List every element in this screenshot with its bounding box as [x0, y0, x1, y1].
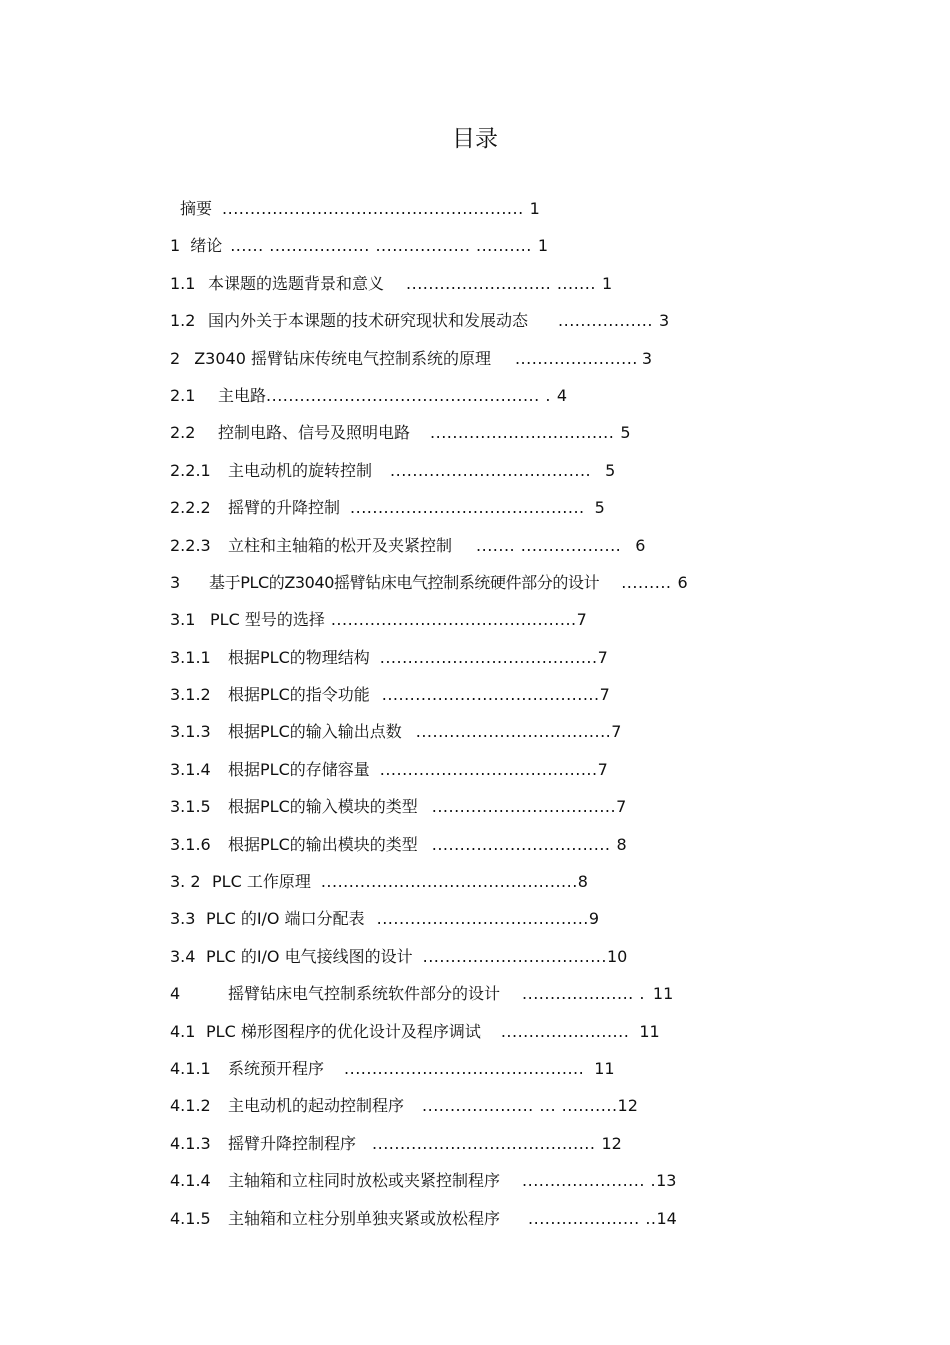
toc-entry-label: PLC 的I/O 电气接线图的设计	[206, 946, 413, 966]
toc-entry	[170, 496, 790, 533]
toc-entry-page: 8	[577, 872, 588, 892]
toc-entry-page: 6	[677, 572, 688, 592]
toc-entry-number: 3	[170, 572, 181, 592]
toc-entry-leader: ............................................	[330, 610, 577, 630]
toc-entry-page: 12	[601, 1133, 622, 1153]
toc-entry-leader: ....................................	[390, 460, 592, 480]
toc-entry-leader: .................	[558, 311, 653, 331]
toc-entry-number: 3.1.5	[170, 797, 211, 817]
toc-entry	[170, 1207, 790, 1244]
toc-entry-number: 4.1.5	[170, 1208, 211, 1228]
toc-entry-leader: ...................... .	[522, 1171, 657, 1191]
toc-entry-label: 控制电路、信号及照明电路	[218, 423, 411, 443]
toc-entry-number: 4.1.2	[170, 1096, 211, 1116]
toc-entry-leader: ......................	[514, 348, 638, 368]
toc-entry-page: 9	[588, 909, 600, 929]
toc-entry-number: 3.1.3	[170, 722, 211, 742]
toc-entry-page: 1	[537, 236, 549, 256]
toc-entry-page: 7	[576, 610, 587, 630]
toc-entry-number: 2.2.3	[170, 535, 211, 555]
toc-entry-leader: ................................	[431, 834, 611, 854]
toc-entry-number: 2.2.2	[170, 498, 211, 518]
toc-entry-label: 摇臂钻床电气控制系统软件部分的设计	[228, 984, 501, 1004]
toc-entry-leader: .................... .	[522, 984, 645, 1004]
toc-entry	[170, 309, 790, 346]
toc-entry-label: 国内外关于本课题的技术研究现状和发展动态	[208, 311, 529, 331]
toc-entry	[170, 534, 790, 571]
toc-entry-label: 系统预开程序	[228, 1058, 325, 1078]
toc-entry-label: 摇臂升降控制程序	[228, 1133, 357, 1153]
toc-entry-page: 5	[594, 498, 605, 518]
toc-entry-leader: ........................................	[372, 1133, 596, 1153]
toc-entry	[170, 1169, 790, 1206]
toc-entry-label: 主轴箱和立柱分别单独夹紧或放松程序	[228, 1208, 501, 1228]
toc-entry-number: 2.2	[170, 423, 196, 443]
toc-entry-number: 3.4	[170, 946, 196, 966]
toc-entry-label: 立柱和主轴箱的松开及夹紧控制	[228, 535, 453, 555]
toc-entry-label: 根据PLC的输入输出点数	[228, 722, 402, 742]
toc-entry-leader: .........	[621, 572, 672, 592]
toc-entry-leader: .................................	[431, 797, 617, 817]
toc-entry-page: 11	[639, 1021, 660, 1041]
toc-entry	[170, 646, 790, 683]
table-of-contents	[170, 197, 790, 1244]
toc-entry-number: 1.1	[170, 273, 196, 293]
toc-entry-leader: .................... ... ..........	[422, 1096, 618, 1116]
toc-entry	[170, 683, 790, 720]
toc-entry-label: 主轴箱和立柱同时放松或夹紧控制程序	[228, 1171, 501, 1191]
toc-entry-leader: .......................	[500, 1021, 630, 1041]
toc-entry-label: 根据PLC的输出模块的类型	[228, 834, 418, 854]
toc-entry-label: 摇臂的升降控制	[228, 498, 341, 518]
toc-entry-label: 根据PLC的指令功能	[228, 685, 370, 705]
toc-entry	[170, 982, 790, 1019]
toc-entry	[170, 1057, 790, 1094]
toc-entry	[170, 870, 790, 907]
toc-entry	[170, 571, 790, 608]
toc-entry-label: PLC 型号的选择	[210, 610, 325, 630]
toc-entry-label: 绪论	[190, 236, 223, 256]
toc-entry-page: 5	[620, 423, 631, 443]
toc-entry-leader: ................................................. .	[266, 385, 551, 405]
toc-entry-page: 14	[656, 1208, 677, 1228]
toc-entry-page: 3	[641, 348, 653, 368]
toc-entry-label: 主电动机的起动控制程序	[228, 1096, 405, 1116]
toc-entry-page: 1	[601, 273, 613, 293]
toc-entry-number: 2	[170, 348, 181, 368]
toc-entry-leader: ...........................................	[344, 1058, 585, 1078]
toc-entry-number: 3.1.4	[170, 759, 211, 779]
toc-entry-page: 7	[599, 685, 610, 705]
toc-entry-page: 1	[529, 199, 540, 218]
toc-entry-page: 11	[652, 984, 674, 1004]
toc-entry-leader: .................................	[430, 423, 615, 443]
toc-entry-page: 3	[658, 311, 670, 331]
toc-entry-label: 根据PLC的输入模块的类型	[228, 797, 418, 817]
toc-entry-number: 3.1.1	[170, 647, 211, 667]
toc-entry	[170, 459, 790, 496]
toc-entry	[170, 347, 790, 384]
toc-entry-page: 8	[616, 834, 627, 854]
toc-entry-number: 3.1	[170, 610, 196, 630]
toc-entry	[170, 720, 790, 757]
toc-entry	[170, 421, 790, 458]
toc-entry-number: 3.3	[170, 909, 196, 929]
toc-entry-leader: .......................................	[381, 685, 600, 705]
toc-entry-number: 3.1.6	[170, 834, 211, 854]
toc-entry-number: 4.1	[170, 1021, 196, 1041]
toc-entry	[170, 234, 790, 271]
toc-entry-page: 6	[635, 535, 646, 555]
toc-entry-leader: ......................................................	[222, 199, 524, 218]
toc-entry-leader: .......................................	[379, 647, 598, 667]
toc-entry	[170, 795, 790, 832]
toc-entry	[170, 272, 790, 309]
toc-entry-label: 基于PLC的Z3040摇臂钻床电气控制系统硬件部分的设计	[209, 572, 600, 592]
toc-entry	[170, 1132, 790, 1169]
toc-entry-leader: ......................................	[376, 909, 589, 929]
toc-entry-number: 4.1.3	[170, 1133, 211, 1153]
toc-entry-number: 1	[170, 236, 181, 256]
toc-entry-label: PLC 梯形图程序的优化设计及程序调试	[206, 1021, 481, 1041]
toc-entry-leader: .................... ..	[528, 1208, 657, 1228]
toc-entry-number: 2.1	[170, 385, 196, 405]
toc-entry-leader: .................................	[422, 946, 607, 966]
toc-entry-page: 5	[605, 460, 616, 480]
page-title: 目录	[452, 126, 498, 152]
toc-entry-leader: ..............................................	[320, 872, 578, 892]
toc-entry	[170, 384, 790, 421]
toc-entry-label: 主电动机的旋转控制	[228, 460, 373, 480]
toc-entry-label: Z3040 摇臂钻床传统电气控制系统的原理	[194, 348, 491, 368]
toc-entry-label: 根据PLC的存储容量	[228, 759, 370, 779]
toc-entry-number: 4.1.1	[170, 1058, 211, 1078]
toc-entry-label: PLC 工作原理	[212, 872, 311, 892]
toc-entry	[170, 1094, 790, 1131]
toc-entry	[170, 1020, 790, 1057]
toc-entry-number: 4	[170, 984, 181, 1004]
toc-entry-number: 4.1.4	[170, 1171, 211, 1191]
toc-entry-label: 摘要	[180, 199, 213, 218]
toc-entry-page: 13	[656, 1171, 677, 1191]
toc-entry-page: 7	[616, 797, 627, 817]
toc-entry	[170, 945, 790, 982]
toc-entry-leader: ....... ..................	[476, 535, 622, 555]
toc-entry-abstract	[170, 197, 790, 234]
toc-entry-page: 4	[556, 385, 568, 405]
toc-entry-leader: .......................................	[379, 759, 598, 779]
toc-entry-page: 7	[597, 759, 608, 779]
toc-entry-label: PLC 的I/O 端口分配表	[206, 909, 365, 929]
toc-entry-leader: .......................... .......	[406, 273, 596, 293]
toc-entry-number: 1.2	[170, 311, 196, 331]
toc-entry-leader: ..........................................	[350, 498, 585, 518]
toc-entry-label: 主电路	[218, 385, 267, 405]
toc-entry-page: 11	[594, 1058, 615, 1078]
toc-entry	[170, 907, 790, 944]
toc-entry-page: 10	[606, 946, 628, 966]
toc-entry	[170, 833, 790, 870]
toc-entry-number: 3. 2	[170, 872, 201, 892]
toc-entry-page: 7	[611, 722, 622, 742]
toc-entry-number: 3.1.2	[170, 685, 211, 705]
toc-entry-number: 2.2.1	[170, 460, 211, 480]
toc-entry-page: 7	[597, 647, 608, 667]
toc-entry	[170, 608, 790, 645]
toc-entry-page: 12	[617, 1096, 638, 1116]
toc-entry	[170, 758, 790, 795]
toc-entry-leader: ...... .................. ................. ..........	[230, 236, 532, 256]
toc-entry-label: 根据PLC的物理结构	[228, 647, 370, 667]
toc-entry-leader: ...................................	[415, 722, 612, 742]
toc-entry-label: 本课题的选题背景和意义	[208, 273, 385, 293]
